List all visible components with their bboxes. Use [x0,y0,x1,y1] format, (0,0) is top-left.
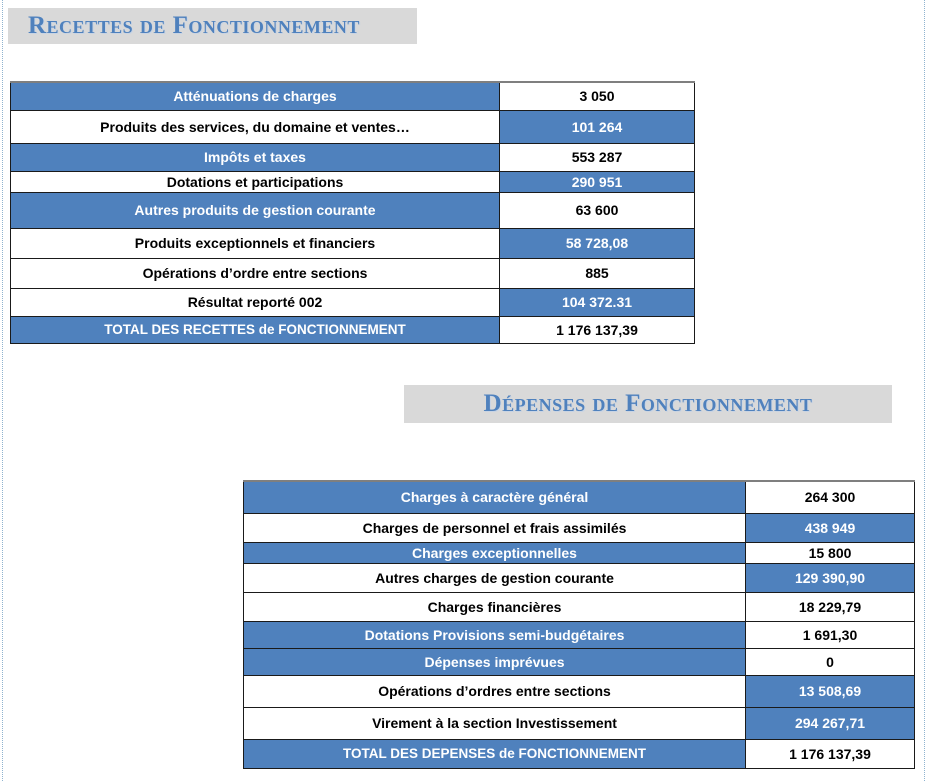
row-label: Opérations d’ordre entre sections [11,258,500,288]
recettes-table [10,81,695,344]
row-label: Virement à la section Investissement [244,707,746,739]
row-amount: 264 300 [746,481,915,513]
row-amount: 18 229,79 [746,592,915,621]
table-row [244,542,915,563]
row-label: Résultat reporté 002 [11,288,500,316]
recettes-title: Recettes de Fonctionnement [28,12,360,39]
row-amount: 101 264 [500,110,695,143]
row-amount: 3 050 [500,82,695,110]
recettes-heading [8,8,417,44]
row-amount: 129 390,90 [746,563,915,592]
table-row [244,621,915,648]
row-amount: 438 949 [746,513,915,542]
table-row [11,82,695,110]
row-amount: 294 267,71 [746,707,915,739]
depenses-table [243,480,915,769]
row-amount: 63 600 [500,192,695,228]
total-label: TOTAL DES DEPENSES de FONCTIONNEMENT [244,739,746,768]
table-row [244,513,915,542]
table-row [11,143,695,171]
table-row [11,110,695,143]
row-label: Impôts et taxes [11,143,500,171]
row-label: Autres produits de gestion courante [11,192,500,228]
page-border-left [2,0,3,781]
total-row [244,739,915,768]
total-row [11,316,695,343]
row-label: Charges exceptionnelles [244,542,746,563]
total-amount: 1 176 137,39 [500,316,695,343]
row-amount: 1 691,30 [746,621,915,648]
row-label: Charges de personnel et frais assimilés [244,513,746,542]
table-row [244,563,915,592]
row-amount: 15 800 [746,542,915,563]
table-row [11,228,695,258]
depenses-heading [404,385,892,423]
table-row [244,648,915,675]
row-amount: 885 [500,258,695,288]
table-row [244,707,915,739]
row-amount: 553 287 [500,143,695,171]
table-row [11,171,695,192]
row-amount: 0 [746,648,915,675]
row-amount: 104 372.31 [500,288,695,316]
row-label: Dotations et participations [11,171,500,192]
row-label: Produits exceptionnels et financiers [11,228,500,258]
total-amount: 1 176 137,39 [746,739,915,768]
row-amount: 13 508,69 [746,675,915,707]
table-row [11,192,695,228]
row-label: Dépenses imprévues [244,648,746,675]
depenses-title: Dépenses de Fonctionnement [483,390,813,417]
row-amount: 290 951 [500,171,695,192]
row-label: Autres charges de gestion courante [244,563,746,592]
table-row [244,481,915,513]
table-row [244,675,915,707]
row-label: Dotations Provisions semi-budgétaires [244,621,746,648]
row-label: Opérations d’ordres entre sections [244,675,746,707]
table-row [11,258,695,288]
row-label: Charges à caractère général [244,481,746,513]
row-amount: 58 728,08 [500,228,695,258]
page-border-right [924,0,925,781]
row-label: Atténuations de charges [11,82,500,110]
row-label: Produits des services, du domaine et ventes… [11,110,500,143]
table-row [244,592,915,621]
row-label: Charges financières [244,592,746,621]
total-label: TOTAL DES RECETTES de FONCTIONNEMENT [11,316,500,343]
table-row [11,288,695,316]
